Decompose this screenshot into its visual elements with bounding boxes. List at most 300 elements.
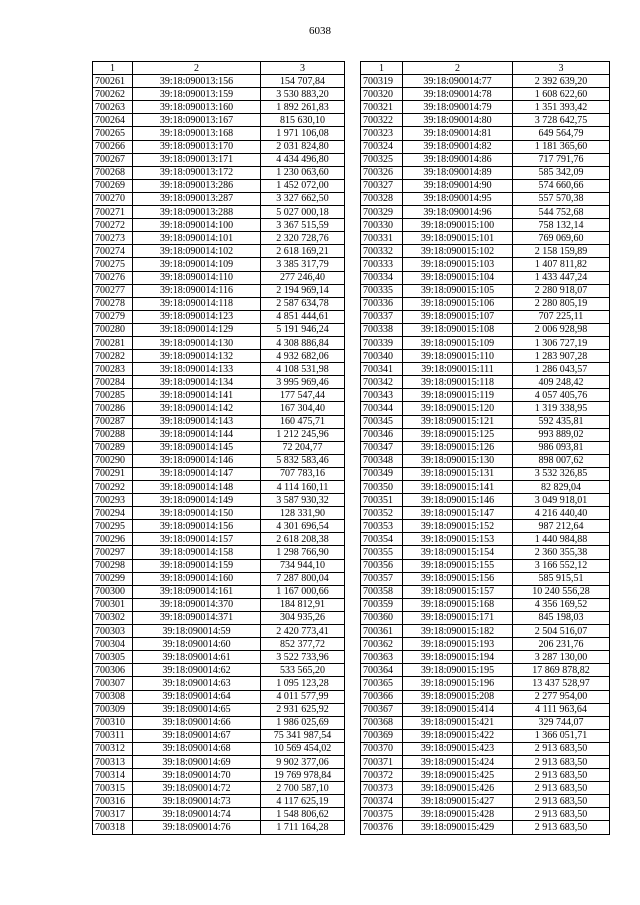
table-row <box>93 494 345 507</box>
row-number: 700294 <box>93 507 133 520</box>
cadastral-value: 5 191 946,24 <box>261 323 345 336</box>
table-row <box>361 232 610 245</box>
table-row <box>361 585 610 598</box>
cadastral-value: 2 913 683,50 <box>513 821 610 834</box>
table-row <box>361 323 610 336</box>
row-number: 700323 <box>361 127 403 140</box>
cadastral-number: 39:18:090014:110 <box>133 271 261 284</box>
cadastral-value: 2 277 954,00 <box>513 690 610 703</box>
cadastral-number: 39:18:090014:79 <box>403 101 513 114</box>
cadastral-number: 39:18:090015:125 <box>403 428 513 441</box>
cadastral-number: 39:18:090014:69 <box>133 755 261 768</box>
cadastral-number: 39:18:090014:143 <box>133 415 261 428</box>
table-row <box>361 376 610 389</box>
cadastral-number: 39:18:090014:74 <box>133 808 261 821</box>
cadastral-number: 39:18:090014:132 <box>133 350 261 363</box>
table-row <box>93 585 345 598</box>
cadastral-value: 4 851 444,61 <box>261 310 345 323</box>
row-number: 700366 <box>361 690 403 703</box>
cadastral-value: 3 995 969,46 <box>261 376 345 389</box>
table-row <box>361 467 610 480</box>
table-row <box>93 598 345 611</box>
table-row <box>93 742 345 755</box>
cadastral-value: 845 198,03 <box>513 611 610 624</box>
cadastral-value: 1 986 025,69 <box>261 716 345 729</box>
cadastral-value: 1 440 984,88 <box>513 533 610 546</box>
cadastral-value: 2 618 208,38 <box>261 533 345 546</box>
table-row <box>93 192 345 205</box>
cadastral-value: 993 889,02 <box>513 428 610 441</box>
table-row <box>93 481 345 494</box>
row-number: 700361 <box>361 625 403 638</box>
cadastral-value: 9 902 377,06 <box>261 755 345 768</box>
cadastral-value: 2 913 683,50 <box>513 795 610 808</box>
cadastral-value: 1 351 393,42 <box>513 101 610 114</box>
cadastral-number: 39:18:090014:72 <box>133 782 261 795</box>
row-number: 700267 <box>93 153 133 166</box>
cadastral-value: 2 158 159,89 <box>513 245 610 258</box>
cadastral-number: 39:18:090013:171 <box>133 153 261 166</box>
cadastral-number: 39:18:090013:167 <box>133 114 261 127</box>
cadastral-number: 39:18:090014:100 <box>133 219 261 232</box>
cadastral-value: 2 913 683,50 <box>513 808 610 821</box>
cadastral-number: 39:18:090014:60 <box>133 638 261 651</box>
row-number: 700292 <box>93 481 133 494</box>
cadastral-number: 39:18:090014:101 <box>133 232 261 245</box>
table-row <box>361 75 610 88</box>
cadastral-value: 2 587 634,78 <box>261 297 345 310</box>
cadastral-number: 39:18:090015:102 <box>403 245 513 258</box>
row-number: 700272 <box>93 219 133 232</box>
page-number: 6038 <box>309 25 331 37</box>
row-number: 700356 <box>361 559 403 572</box>
cadastral-value: 986 093,81 <box>513 441 610 454</box>
table-row <box>93 166 345 179</box>
row-number: 700284 <box>93 376 133 389</box>
cadastral-value: 1 971 106,08 <box>261 127 345 140</box>
table-row <box>93 153 345 166</box>
table-row <box>361 572 610 585</box>
cadastral-value: 1 319 338,95 <box>513 402 610 415</box>
row-number: 700291 <box>93 467 133 480</box>
cadastral-value: 7 287 800,04 <box>261 572 345 585</box>
row-number: 700295 <box>93 520 133 533</box>
cadastral-number: 39:18:090015:196 <box>403 677 513 690</box>
cadastral-number: 39:18:090014:77 <box>403 75 513 88</box>
table-row <box>93 729 345 742</box>
cadastral-number: 39:18:090014:161 <box>133 585 261 598</box>
cadastral-number: 39:18:090013:286 <box>133 179 261 192</box>
row-number: 700310 <box>93 716 133 729</box>
table-row <box>361 297 610 310</box>
cadastral-value: 987 212,64 <box>513 520 610 533</box>
cadastral-number: 39:18:090014:65 <box>133 703 261 716</box>
cadastral-number: 39:18:090014:90 <box>403 179 513 192</box>
table-row <box>93 101 345 114</box>
table-row <box>361 533 610 546</box>
cadastral-value: 19 769 978,84 <box>261 769 345 782</box>
row-number: 700352 <box>361 507 403 520</box>
table-row <box>93 114 345 127</box>
cadastral-number: 39:18:090015:126 <box>403 441 513 454</box>
row-number: 700353 <box>361 520 403 533</box>
cadastral-value: 533 565,20 <box>261 664 345 677</box>
cadastral-value: 2 913 683,50 <box>513 742 610 755</box>
cadastral-number: 39:18:090014:141 <box>133 389 261 402</box>
cadastral-number: 39:18:090015:107 <box>403 310 513 323</box>
cadastral-value: 1 433 447,24 <box>513 271 610 284</box>
cadastral-number: 39:18:090014:145 <box>133 441 261 454</box>
row-number: 700351 <box>361 494 403 507</box>
cadastral-number: 39:18:090015:109 <box>403 336 513 349</box>
row-number: 700298 <box>93 559 133 572</box>
row-number: 700318 <box>93 821 133 834</box>
cadastral-number: 39:18:090015:147 <box>403 507 513 520</box>
row-number: 700299 <box>93 572 133 585</box>
cadastral-value: 177 547,44 <box>261 389 345 402</box>
cadastral-number: 39:18:090015:171 <box>403 611 513 624</box>
cadastral-value: 3 327 662,50 <box>261 192 345 205</box>
cadastral-value: 2 280 918,07 <box>513 284 610 297</box>
cadastral-value: 898 007,62 <box>513 454 610 467</box>
cadastral-value: 3 049 918,01 <box>513 494 610 507</box>
cadastral-value: 557 570,38 <box>513 192 610 205</box>
cadastral-number: 39:18:090014:82 <box>403 140 513 153</box>
row-number: 700343 <box>361 389 403 402</box>
table-row <box>93 559 345 572</box>
cadastral-value: 409 248,42 <box>513 376 610 389</box>
table-row <box>93 310 345 323</box>
table-row <box>93 546 345 559</box>
cadastral-value: 17 869 878,82 <box>513 664 610 677</box>
table-row <box>361 520 610 533</box>
table-row <box>361 559 610 572</box>
row-number: 700371 <box>361 755 403 768</box>
table-row <box>93 350 345 363</box>
cadastral-value: 2 931 625,92 <box>261 703 345 716</box>
table-row <box>93 376 345 389</box>
table-row <box>93 821 345 834</box>
cadastral-value: 4 434 496,80 <box>261 153 345 166</box>
header-col-1: 1 <box>361 62 403 75</box>
cadastral-number: 39:18:090015:423 <box>403 742 513 755</box>
table-row <box>93 428 345 441</box>
cadastral-value: 1 306 727,19 <box>513 336 610 349</box>
row-number: 700332 <box>361 245 403 258</box>
table-row <box>93 232 345 245</box>
cadastral-value: 4 057 405,76 <box>513 389 610 402</box>
cadastral-number: 39:18:090015:424 <box>403 755 513 768</box>
table-row <box>361 716 610 729</box>
table-row <box>361 271 610 284</box>
row-number: 700369 <box>361 729 403 742</box>
cadastral-value: 4 301 696,54 <box>261 520 345 533</box>
row-number: 700274 <box>93 245 133 258</box>
row-number: 700376 <box>361 821 403 834</box>
row-number: 700325 <box>361 153 403 166</box>
row-number: 700280 <box>93 323 133 336</box>
cadastral-value: 1 548 806,62 <box>261 808 345 821</box>
row-number: 700314 <box>93 769 133 782</box>
table-row <box>361 507 610 520</box>
row-number: 700315 <box>93 782 133 795</box>
cadastral-value: 4 216 440,40 <box>513 507 610 520</box>
row-number: 700355 <box>361 546 403 559</box>
cadastral-number: 39:18:090015:429 <box>403 821 513 834</box>
row-number: 700293 <box>93 494 133 507</box>
cadastral-value: 5 832 583,46 <box>261 454 345 467</box>
cadastral-number: 39:18:090014:76 <box>133 821 261 834</box>
cadastral-number: 39:18:090013:168 <box>133 127 261 140</box>
cadastral-value: 2 618 169,21 <box>261 245 345 258</box>
cadastral-number: 39:18:090014:160 <box>133 572 261 585</box>
row-number: 700339 <box>361 336 403 349</box>
cadastral-value: 329 744,07 <box>513 716 610 729</box>
table-row <box>93 75 345 88</box>
row-number: 700335 <box>361 284 403 297</box>
row-number: 700281 <box>93 336 133 349</box>
cadastral-value: 4 108 531,98 <box>261 363 345 376</box>
cadastral-value: 72 204,77 <box>261 441 345 454</box>
row-number: 700264 <box>93 114 133 127</box>
cadastral-value: 82 829,04 <box>513 481 610 494</box>
cadastral-number: 39:18:090015:156 <box>403 572 513 585</box>
cadastral-value: 167 304,40 <box>261 402 345 415</box>
table-row <box>93 402 345 415</box>
row-number: 700269 <box>93 179 133 192</box>
row-number: 700270 <box>93 192 133 205</box>
row-number: 700316 <box>93 795 133 808</box>
row-number: 700360 <box>361 611 403 624</box>
row-number: 700338 <box>361 323 403 336</box>
cadastral-number: 39:18:090015:100 <box>403 219 513 232</box>
table-row <box>93 664 345 677</box>
table-row <box>361 546 610 559</box>
cadastral-value: 585 915,51 <box>513 572 610 585</box>
cadastral-number: 39:18:090014:64 <box>133 690 261 703</box>
row-number: 700359 <box>361 598 403 611</box>
cadastral-value: 1 212 245,96 <box>261 428 345 441</box>
row-number: 700278 <box>93 297 133 310</box>
cadastral-number: 39:18:090014:70 <box>133 769 261 782</box>
table-row <box>361 454 610 467</box>
table-row <box>93 572 345 585</box>
row-number: 700277 <box>93 284 133 297</box>
row-number: 700282 <box>93 350 133 363</box>
table-row <box>361 101 610 114</box>
table-row <box>361 795 610 808</box>
cadastral-number: 39:18:090015:120 <box>403 402 513 415</box>
table-row <box>361 389 610 402</box>
cadastral-value: 4 117 625,19 <box>261 795 345 808</box>
cadastral-number: 39:18:090015:421 <box>403 716 513 729</box>
table-row <box>361 677 610 690</box>
table-row <box>93 520 345 533</box>
table-row <box>361 598 610 611</box>
row-number: 700303 <box>93 625 133 638</box>
cadastral-number: 39:18:090014:89 <box>403 166 513 179</box>
cadastral-number: 39:18:090015:193 <box>403 638 513 651</box>
cadastral-value: 1 892 261,83 <box>261 101 345 114</box>
table-row <box>93 795 345 808</box>
row-number: 700370 <box>361 742 403 755</box>
table-row <box>361 638 610 651</box>
table-row <box>93 441 345 454</box>
table-row <box>361 729 610 742</box>
cadastral-number: 39:18:090015:154 <box>403 546 513 559</box>
cadastral-number: 39:18:090015:119 <box>403 389 513 402</box>
cadastral-value: 206 231,76 <box>513 638 610 651</box>
cadastral-value: 4 114 160,11 <box>261 481 345 494</box>
cadastral-number: 39:18:090015:153 <box>403 533 513 546</box>
right-table <box>360 61 610 835</box>
row-number: 700305 <box>93 651 133 664</box>
cadastral-value: 707 783,16 <box>261 467 345 480</box>
cadastral-number: 39:18:090014:123 <box>133 310 261 323</box>
table-row <box>93 690 345 703</box>
row-number: 700342 <box>361 376 403 389</box>
cadastral-value: 2 420 773,41 <box>261 625 345 638</box>
left-header-row <box>93 62 345 75</box>
cadastral-value: 3 385 317,79 <box>261 258 345 271</box>
cadastral-number: 39:18:090014:96 <box>403 206 513 219</box>
cadastral-value: 717 791,76 <box>513 153 610 166</box>
row-number: 700327 <box>361 179 403 192</box>
table-row <box>93 389 345 402</box>
cadastral-number: 39:18:090014:63 <box>133 677 261 690</box>
cadastral-number: 39:18:090014:78 <box>403 88 513 101</box>
row-number: 700326 <box>361 166 403 179</box>
cadastral-value: 1 711 164,28 <box>261 821 345 834</box>
row-number: 700344 <box>361 402 403 415</box>
cadastral-value: 75 341 987,54 <box>261 729 345 742</box>
row-number: 700365 <box>361 677 403 690</box>
table-row <box>361 206 610 219</box>
table-row <box>93 363 345 376</box>
row-number: 700287 <box>93 415 133 428</box>
table-row <box>93 127 345 140</box>
cadastral-value: 758 132,14 <box>513 219 610 232</box>
cadastral-number: 39:18:090014:67 <box>133 729 261 742</box>
cadastral-number: 39:18:090014:68 <box>133 742 261 755</box>
row-number: 700347 <box>361 441 403 454</box>
table-row <box>93 467 345 480</box>
cadastral-number: 39:18:090015:146 <box>403 494 513 507</box>
table-row <box>361 153 610 166</box>
cadastral-value: 649 564,79 <box>513 127 610 140</box>
table-row <box>361 664 610 677</box>
cadastral-value: 3 587 930,32 <box>261 494 345 507</box>
row-number: 700271 <box>93 206 133 219</box>
cadastral-number: 39:18:090013:287 <box>133 192 261 205</box>
table-row <box>93 716 345 729</box>
cadastral-number: 39:18:090015:131 <box>403 467 513 480</box>
table-row <box>93 611 345 624</box>
left-table <box>92 61 345 835</box>
left-table-body <box>93 75 345 834</box>
cadastral-number: 39:18:090014:118 <box>133 297 261 310</box>
cadastral-value: 2 360 355,38 <box>513 546 610 559</box>
cadastral-value: 4 932 682,06 <box>261 350 345 363</box>
table-row <box>93 533 345 546</box>
table-row <box>93 336 345 349</box>
row-number: 700329 <box>361 206 403 219</box>
table-row <box>361 415 610 428</box>
table-row <box>93 755 345 768</box>
cadastral-number: 39:18:090014:81 <box>403 127 513 140</box>
row-number: 700275 <box>93 258 133 271</box>
table-row <box>361 258 610 271</box>
cadastral-number: 39:18:090015:208 <box>403 690 513 703</box>
row-number: 700375 <box>361 808 403 821</box>
row-number: 700331 <box>361 232 403 245</box>
cadastral-number: 39:18:090015:427 <box>403 795 513 808</box>
cadastral-number: 39:18:090014:109 <box>133 258 261 271</box>
row-number: 700308 <box>93 690 133 703</box>
row-number: 700266 <box>93 140 133 153</box>
cadastral-value: 574 660,66 <box>513 179 610 192</box>
cadastral-value: 2 504 516,07 <box>513 625 610 638</box>
right-table-body <box>361 75 610 834</box>
table-row <box>361 179 610 192</box>
table-row <box>361 140 610 153</box>
cadastral-value: 2 392 639,20 <box>513 75 610 88</box>
cadastral-number: 39:18:090015:422 <box>403 729 513 742</box>
row-number: 700300 <box>93 585 133 598</box>
cadastral-value: 184 812,91 <box>261 598 345 611</box>
table-row <box>93 769 345 782</box>
cadastral-number: 39:18:090014:142 <box>133 402 261 415</box>
cadastral-number: 39:18:090014:157 <box>133 533 261 546</box>
cadastral-number: 39:18:090014:144 <box>133 428 261 441</box>
cadastral-number: 39:18:090014:86 <box>403 153 513 166</box>
table-row <box>361 114 610 127</box>
row-number: 700345 <box>361 415 403 428</box>
header-col-1: 1 <box>93 62 133 75</box>
table-row <box>93 808 345 821</box>
table-row <box>93 651 345 664</box>
cadastral-value: 2 913 683,50 <box>513 755 610 768</box>
cadastral-value: 154 707,84 <box>261 75 345 88</box>
cadastral-number: 39:18:090014:156 <box>133 520 261 533</box>
row-number: 700285 <box>93 389 133 402</box>
cadastral-value: 1 167 000,66 <box>261 585 345 598</box>
cadastral-number: 39:18:090015:152 <box>403 520 513 533</box>
cadastral-number: 39:18:090015:103 <box>403 258 513 271</box>
cadastral-value: 5 027 000,18 <box>261 206 345 219</box>
row-number: 700306 <box>93 664 133 677</box>
cadastral-number: 39:18:090014:159 <box>133 559 261 572</box>
row-number: 700312 <box>93 742 133 755</box>
cadastral-number: 39:18:090014:146 <box>133 454 261 467</box>
row-number: 700340 <box>361 350 403 363</box>
table-row <box>93 454 345 467</box>
cadastral-number: 39:18:090013:172 <box>133 166 261 179</box>
table-row <box>361 742 610 755</box>
cadastral-number: 39:18:090015:108 <box>403 323 513 336</box>
row-number: 700265 <box>93 127 133 140</box>
cadastral-number: 39:18:090015:157 <box>403 585 513 598</box>
row-number: 700348 <box>361 454 403 467</box>
cadastral-value: 592 435,81 <box>513 415 610 428</box>
cadastral-value: 304 935,26 <box>261 611 345 624</box>
row-number: 700322 <box>361 114 403 127</box>
cadastral-value: 1 452 072,00 <box>261 179 345 192</box>
row-number: 700273 <box>93 232 133 245</box>
cadastral-number: 39:18:090015:130 <box>403 454 513 467</box>
cadastral-value: 2 006 928,98 <box>513 323 610 336</box>
table-row <box>361 651 610 664</box>
